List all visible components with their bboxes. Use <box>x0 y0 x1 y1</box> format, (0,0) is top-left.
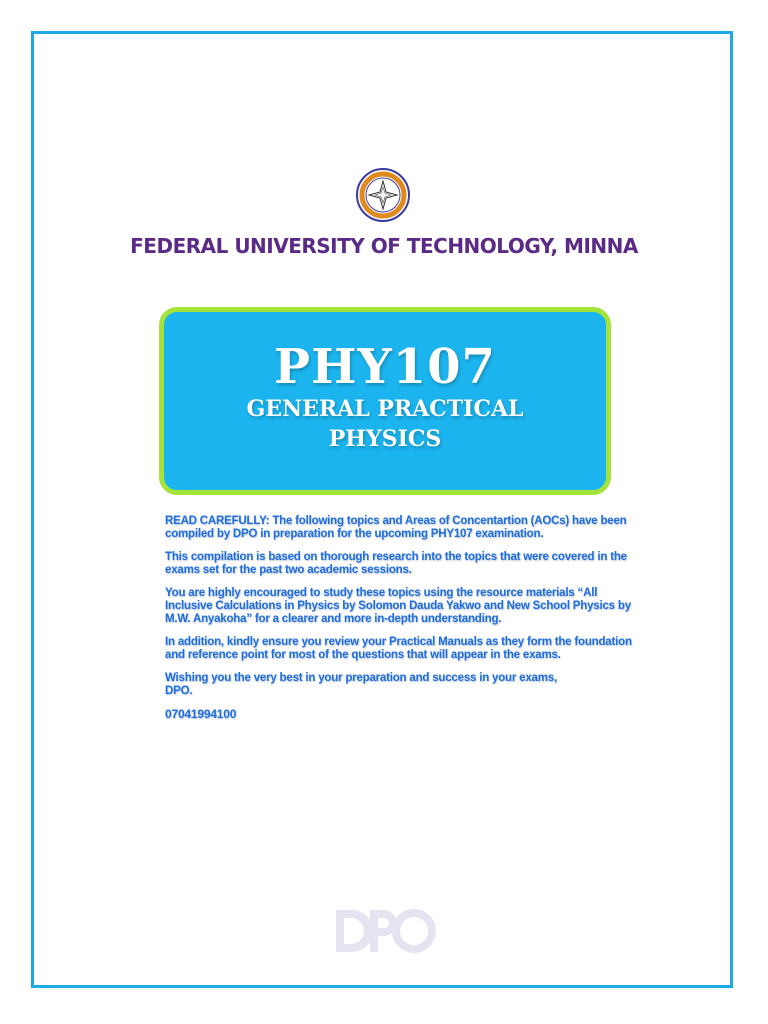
signature: DPO. <box>165 685 193 697</box>
closing-paragraph <box>165 672 635 698</box>
course-code: PHY107 <box>274 339 496 395</box>
instruction-paragraph: You are highly encouraged to study these topics using the resource materials “All Inclusive Calculations in Physics by Solomon Dauda Yakwo and New School Physics by M.W. Anyakoha” for a clearer and more in-depth understanding. <box>165 587 631 625</box>
instruction-paragraph: In addition, kindly ensure you review your Practical Manuals as they form the foundation and reference point for most of the questions that will appear in the exams. <box>165 636 632 661</box>
dpo-logo-icon <box>334 906 436 956</box>
course-title-line1: GENERAL PRACTICAL <box>246 396 524 422</box>
instruction-paragraph: This compilation is based on thorough research into the topics that were covered in the exams set for the past two academic sessions. <box>165 551 627 576</box>
instructions <box>165 515 635 721</box>
instruction-paragraph: READ CAREFULLY: The following topics and Areas of Concentartion (AOCs) have been compiled by DPO in preparation for the upcoming PHY107 examination. <box>165 515 627 540</box>
phone-number: 07041994100 <box>165 707 237 721</box>
closing-line: Wishing you the very best in your preparation and success in your exams, <box>165 672 557 684</box>
university-name: FEDERAL UNIVERSITY OF TECHNOLOGY, MINNA <box>130 234 638 258</box>
university-seal-icon <box>355 167 411 223</box>
course-banner <box>159 307 611 495</box>
course-title-line2: PHYSICS <box>328 426 442 452</box>
